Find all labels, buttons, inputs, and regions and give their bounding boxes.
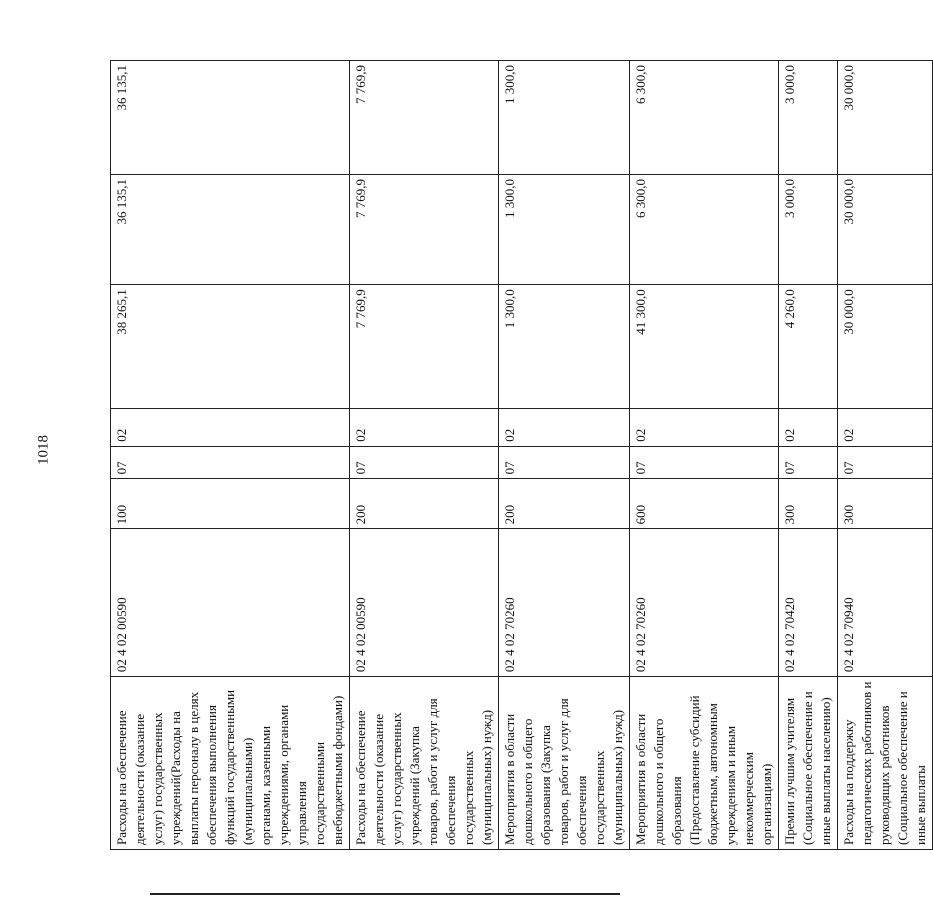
cell-year1: 7 769,9	[350, 285, 499, 409]
table-row	[779, 61, 838, 850]
cell-csr: 02 4 02 70940	[838, 529, 933, 677]
cell-year3: 3 000,0	[779, 61, 838, 175]
cell-vr: 300	[838, 479, 933, 529]
table-row	[499, 61, 630, 850]
page-number: 1018	[35, 435, 52, 465]
cell-year3: 30 000,0	[838, 61, 933, 175]
cell-vr: 100	[111, 479, 350, 529]
cell-year2: 3 000,0	[779, 175, 838, 285]
cell-rz: 07	[111, 446, 350, 479]
cell-year3: 36 135,1	[111, 61, 350, 175]
cell-year3: 6 300,0	[630, 61, 779, 175]
table-row	[630, 61, 779, 850]
cell-year3: 7 769,9	[350, 61, 499, 175]
cell-name: Расходы на обеспечение деятельности (оказание услуг) государственных учреждений(Расходы на выплаты персоналу в целях обеспечения выполнения функций государственными (муниципальными) органами, казенными учреждениями, органами управления государственными внебюджетными фондами)	[111, 677, 350, 850]
cell-year1: 41 300,0	[630, 285, 779, 409]
cell-csr: 02 4 02 70420	[779, 529, 838, 677]
cell-csr: 02 4 02 00590	[350, 529, 499, 677]
cell-name: Расходы на обеспечение деятельности (оказание услуг) государственных учреждений (Закупка товаров, работ и услуг для обеспечения государственных (муниципальных) нужд)	[350, 677, 499, 850]
budget-table	[110, 60, 933, 850]
cell-year2: 1 300,0	[499, 175, 630, 285]
table-row	[838, 61, 933, 850]
cell-year1: 38 265,1	[111, 285, 350, 409]
table-row	[111, 61, 350, 850]
cell-year2: 6 300,0	[630, 175, 779, 285]
cell-year1: 30 000,0	[838, 285, 933, 409]
cell-pr: 02	[838, 409, 933, 447]
cell-vr: 200	[499, 479, 630, 529]
cell-year2: 36 135,1	[111, 175, 350, 285]
cell-csr: 02 4 02 70260	[630, 529, 779, 677]
cell-vr: 600	[630, 479, 779, 529]
cell-rz: 07	[838, 446, 933, 479]
cell-csr: 02 4 02 00590	[111, 529, 350, 677]
cell-year1: 4 260,0	[779, 285, 838, 409]
cell-rz: 07	[499, 446, 630, 479]
cell-name: Мероприятия в области дошкольного и общего образования (Предоставление субсидий бюджетным, автономным учреждениям и иным некоммерческим организациям)	[630, 677, 779, 850]
cell-year1: 1 300,0	[499, 285, 630, 409]
cell-year2: 30 000,0	[838, 175, 933, 285]
cell-pr: 02	[779, 409, 838, 447]
cell-pr: 02	[350, 409, 499, 447]
cell-name: Премии лучшим учителям (Социальное обеспечение и иные выплаты населению)	[779, 677, 838, 850]
table-row	[350, 61, 499, 850]
cell-name: Расходы на поддержку педагогических работников и руководящих работников (Социальное обеспечение и иные выплаты	[838, 677, 933, 850]
scan-bottom-edge	[150, 893, 620, 895]
cell-name: Мероприятия в области дошкольного и общего образования (Закупка товаров, работ и услуг для обеспечения государственных (муниципальных) нужд)	[499, 677, 630, 850]
cell-rz: 07	[630, 446, 779, 479]
cell-pr: 02	[499, 409, 630, 447]
cell-pr: 02	[630, 409, 779, 447]
cell-vr: 200	[350, 479, 499, 529]
cell-csr: 02 4 02 70260	[499, 529, 630, 677]
cell-pr: 02	[111, 409, 350, 447]
cell-rz: 07	[350, 446, 499, 479]
cell-year2: 7 769,9	[350, 175, 499, 285]
cell-year3: 1 300,0	[499, 61, 630, 175]
rotated-table-container	[110, 60, 928, 850]
cell-rz: 07	[779, 446, 838, 479]
cell-vr: 300	[779, 479, 838, 529]
